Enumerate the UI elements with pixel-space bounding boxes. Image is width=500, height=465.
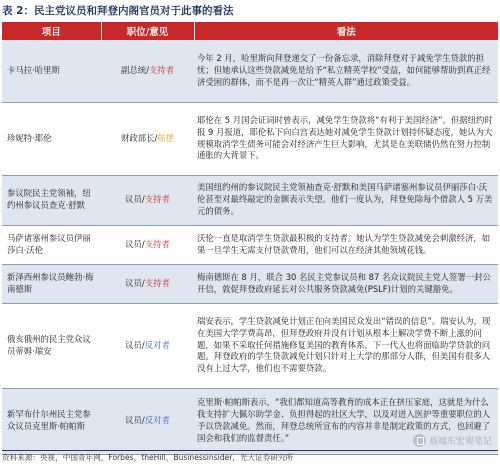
position-cell [101, 102, 194, 175]
position-label: 议员/ [125, 238, 145, 249]
person-name: 俄亥俄州的民主党众议员蒂姆·瑞安 [2, 303, 101, 388]
header-view: 看法 [194, 22, 498, 40]
footer-divider [2, 450, 498, 451]
position-label: 议员/ [125, 277, 145, 288]
position-label: 财政部长/ [120, 132, 158, 143]
person-name: 马萨诸塞州参议员伊丽莎白·沃伦 [2, 225, 101, 264]
person-name: 参议院民主党领袖，纽约州参议员查克·舒默 [2, 175, 101, 225]
person-name: 新泽西州参议员鲍勃·梅南德斯 [2, 264, 101, 303]
position-label: 议员/ [125, 194, 145, 205]
person-name: 卡马拉·哈里斯 [2, 40, 101, 102]
person-name: 新罕布什尔州民主党参众议员克里斯·帕帕斯 [2, 388, 101, 454]
stance-label: 支持者 [144, 277, 170, 288]
person-name: 珍妮特·耶伦 [2, 102, 101, 175]
position-cell [101, 388, 194, 454]
table-row [2, 264, 498, 303]
table-title: 表 2：民主党议员和拜登内阁官员对于此事的看法 [2, 5, 234, 17]
position-cell [101, 40, 194, 102]
opinion-table [2, 22, 498, 455]
stance-label: 反对者 [144, 339, 170, 350]
view-text: 美国纽约州的参议院民主党领袖查克·舒默和美国马萨诸塞州参议员伊丽莎白·沃伦甚至对最终敲定的金额表示失望。他们一度认为，拜登免除每个借款人 5 万美元的债务。 [194, 175, 498, 225]
table-row [2, 175, 498, 225]
view-text: 沃伦一直是取消学生贷款最积极的支持者。她认为学生贷款减免会刺激经济，如果一旦学生无需支付贷款费用，他们可以在经济其他领域花钱。 [194, 225, 498, 264]
watermark [413, 434, 492, 447]
header-position: 职位/意见 [101, 22, 194, 40]
view-text: 克里斯·帕帕斯表示，“我们都知道高等教育的成本正在挤压家庭，这就是为什么我支持扩大佩尔助学金、负担得起的社区大学，以及对进入医护等重要职位的人予以贷款减免。然而，拜登总统所宣布的内容并非是制定政策的方式，也回避了国会和我们的监督责任。” [194, 388, 498, 454]
table-row [2, 303, 498, 388]
position-cell [101, 303, 194, 388]
position-cell [101, 225, 194, 264]
wechat-logo-icon [413, 434, 426, 447]
table-header-row [2, 22, 498, 40]
view-text: 今年 2 月，哈里斯向拜登递交了一份备忘录，消除拜登对于减免学生贷款的担忧；但她承认这些贷款减免是给予“私立精英学校”受益，如何能够帮助到真正经济受困的群体，而不是再一次让“精英人群”通过政策受益。 [194, 40, 498, 102]
table-row [2, 40, 498, 102]
stance-label: 支持者 [144, 238, 170, 249]
view-text: 瑞安表示，学生贷款减免计划正在向美国民众发出“错误的信息”。瑞安认为，现在美国大学学费高昂，但拜登政府并没有计划从根本上解决学费不断上涨的问题，如果不采取任何措施修复美国的教育体系，下一代人也将面临助学贷款的问题。拜登政府的学生贷款减免计划只针对上大学的那部分人群，但美国有很多人没有上过大学，他们也不需要贷款。 [194, 303, 498, 388]
position-label: 议员/ [125, 415, 145, 426]
position-cell [101, 264, 194, 303]
stance-label: 摇摆 [157, 132, 175, 143]
stance-label: 支持者 [144, 194, 170, 205]
source-note: 资料来源：央视，中国青年网，Forbes，theHill，Businessinsider，光大证券研究所 [2, 453, 294, 462]
position-label: 议员/ [125, 339, 145, 350]
position-cell [101, 175, 194, 225]
table-row [2, 102, 498, 175]
view-text: 耶伦在 5 月国会证词时曾表示，减免学生贷款将“有利于美国经济”。但据纽约时报 9 月报道，耶伦私下向白宫表达她对减免学生贷款计划持怀疑态度，她认为大规模取消学生债务可能会对经济产生巨大影响，尤其是在美联储仍然在努力控制通胀的大背景下。 [194, 102, 498, 175]
table-row [2, 225, 498, 264]
position-label: 副总统/ [120, 64, 149, 75]
stance-label: 反对者 [144, 415, 170, 426]
stance-label: 支持者 [148, 64, 175, 75]
watermark-text: 高端东宏观笔记 [428, 437, 492, 447]
view-text: 梅南德斯在 8 月，联合 30 名民主党参议员和 87 名众议院民主党人签署一封公开信，敦促拜登政府延长对公共服务贷款减免(PSLF)计划的关键豁免。 [194, 264, 498, 303]
header-item: 项目 [2, 22, 101, 40]
